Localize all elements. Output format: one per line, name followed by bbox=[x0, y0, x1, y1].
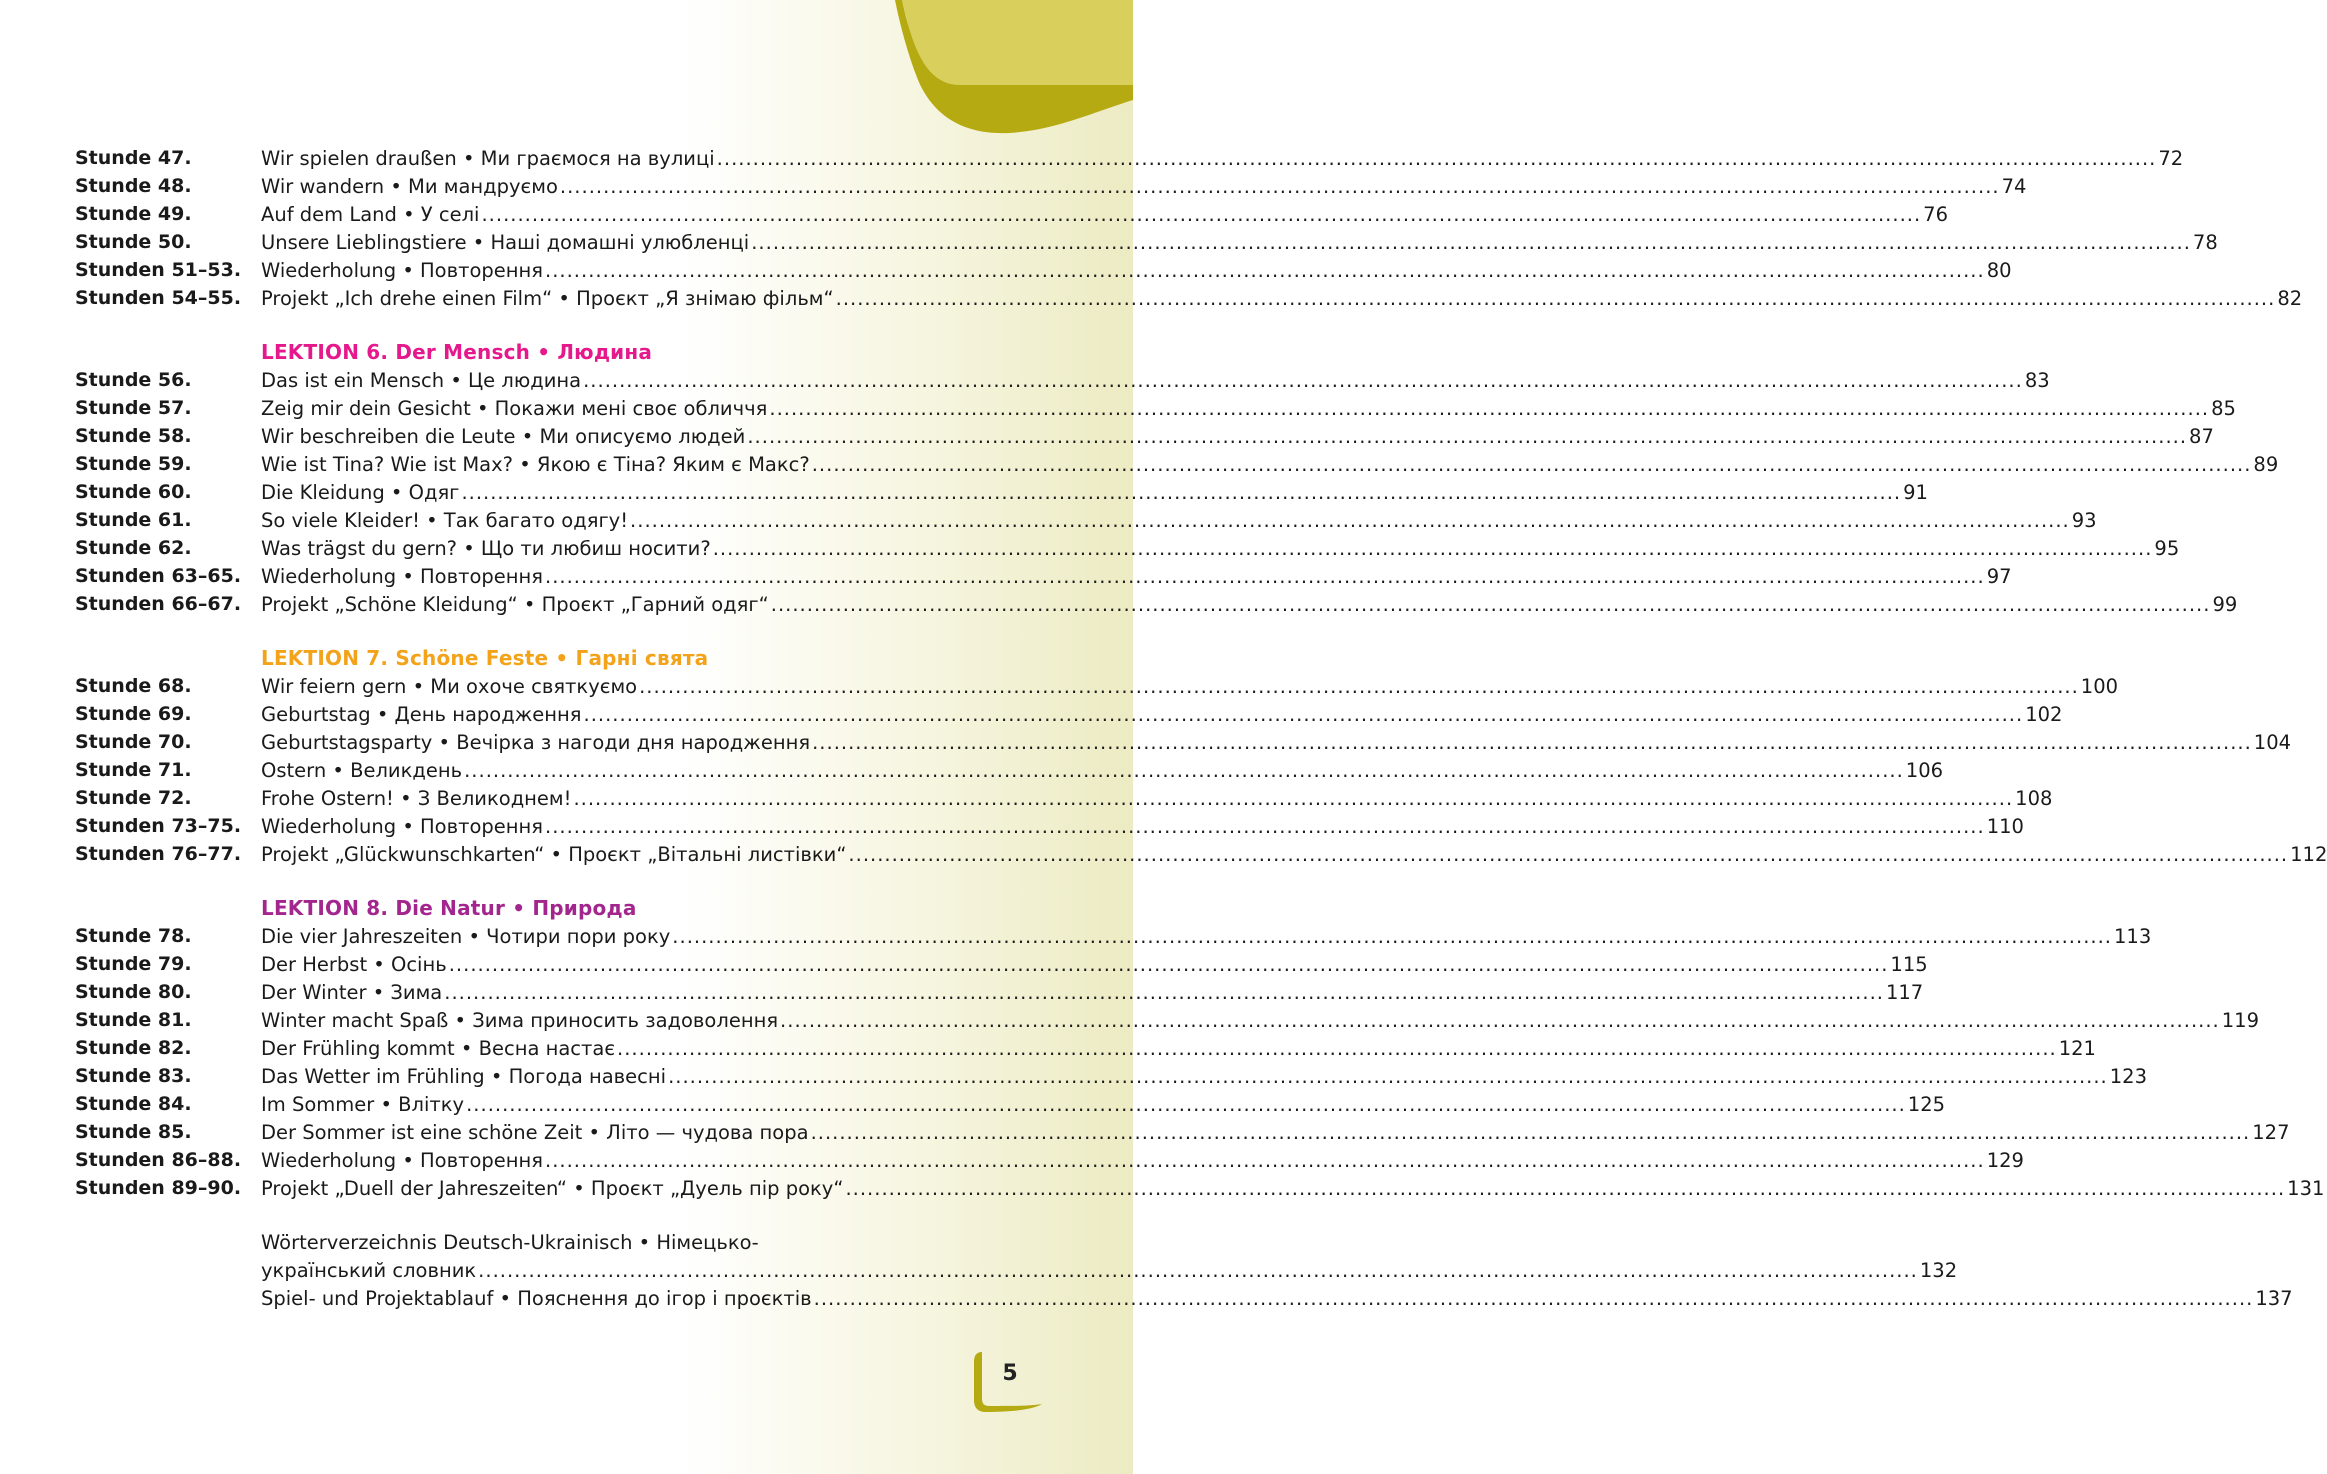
toc-entry bbox=[261, 368, 2050, 392]
entry-title: Wir spielen draußen • Ми граємося на вулиці bbox=[261, 146, 715, 170]
lesson-number: Stunde 68. bbox=[75, 675, 192, 697]
toc-row bbox=[75, 590, 2238, 618]
entry-page: 95 bbox=[2154, 536, 2180, 560]
lesson-number: Stunde 62. bbox=[75, 537, 192, 559]
dot-leader: ........................................................................................................................................................................................................ bbox=[812, 730, 2252, 754]
entry-page: 125 bbox=[1907, 1092, 1946, 1116]
rules-title: Spiel- und Projektablauf • Пояснення до ігор і проєктів bbox=[261, 1286, 812, 1310]
dot-leader: ........................................................................................................................................................................................................ bbox=[751, 230, 2191, 254]
dot-leader: ........................................................................................................................................................................................................ bbox=[810, 1120, 2251, 1144]
toc-entry bbox=[261, 814, 2024, 838]
toc-row bbox=[75, 478, 1928, 506]
entry-title: Unsere Lieblingstiere • Наші домашні улюбленці bbox=[261, 230, 750, 254]
lesson-number: Stunden 66–67. bbox=[75, 593, 242, 615]
dot-leader: ........................................................................................................................................................................................................ bbox=[478, 1258, 1918, 1282]
dot-leader: ........................................................................................................................................................................................................ bbox=[672, 924, 2112, 948]
dot-leader: ........................................................................................................................................................................................................ bbox=[461, 480, 1902, 504]
dot-leader: ........................................................................................................................................................................................................ bbox=[559, 174, 2000, 198]
entry-page: 85 bbox=[2211, 396, 2236, 420]
entry-title: Wiederholung • Повторення bbox=[261, 564, 543, 588]
toc-entry bbox=[261, 924, 2152, 948]
entry-page: 104 bbox=[2253, 730, 2292, 754]
lesson-number: Stunde 57. bbox=[75, 397, 192, 419]
entry-page: 102 bbox=[2025, 702, 2063, 726]
entry-page: 127 bbox=[2252, 1120, 2290, 1144]
lesson-8-heading: LEKTION 8. Die Natur • Природа bbox=[261, 896, 637, 920]
toc-entry bbox=[261, 452, 2279, 476]
entry-title: Winter macht Spaß • Зима приносить задоволення bbox=[261, 1008, 779, 1032]
toc-row bbox=[75, 672, 2119, 700]
lesson-number: Stunden 63–65. bbox=[75, 565, 242, 587]
rules-line bbox=[75, 1284, 2293, 1312]
dictionary-title-part1: Wörterverzeichnis Deutsch-Ukrainisch • Німецько- bbox=[261, 1230, 759, 1254]
toc-group-lesson-6 bbox=[75, 366, 2279, 618]
entry-page: 82 bbox=[2277, 286, 2303, 310]
entry-title: Der Frühling kommt • Весна настає bbox=[261, 1036, 616, 1060]
entry-title: Wir beschreiben die Leute • Ми описуємо людей bbox=[261, 424, 746, 448]
dot-leader: ........................................................................................................................................................................................................ bbox=[811, 452, 2252, 476]
toc-entry bbox=[261, 1148, 2024, 1172]
toc-entry bbox=[261, 564, 2012, 588]
entry-title: Was trägst du gern? • Що ти любиш носити? bbox=[261, 536, 711, 560]
table-of-contents bbox=[75, 144, 2327, 1312]
lesson-number: Stunde 85. bbox=[75, 1121, 192, 1143]
entry-page: 110 bbox=[1986, 814, 2024, 838]
dot-leader: ........................................................................................................................................................................................................ bbox=[444, 980, 1884, 1004]
toc-row bbox=[75, 784, 2053, 812]
lesson-number: Stunde 60. bbox=[75, 481, 192, 503]
entry-title: Wiederholung • Повторення bbox=[261, 1148, 543, 1172]
toc-row bbox=[75, 422, 2214, 450]
toc-group-intro bbox=[75, 144, 2303, 312]
toc-entry bbox=[261, 952, 1928, 976]
lesson-number: Stunde 72. bbox=[75, 787, 192, 809]
toc-entry bbox=[261, 536, 2180, 560]
lesson-number: Stunde 48. bbox=[75, 175, 192, 197]
entry-title: Die vier Jahreszeiten • Чотири пори року bbox=[261, 924, 671, 948]
entry-title: Das ist ein Mensch • Це людина bbox=[261, 368, 582, 392]
toc-row bbox=[75, 978, 1924, 1006]
entry-page: 76 bbox=[1923, 202, 1948, 226]
toc-row bbox=[75, 1174, 2325, 1202]
toc-row bbox=[75, 728, 2292, 756]
toc-row bbox=[75, 700, 2063, 728]
entry-page: 131 bbox=[2287, 1176, 2325, 1200]
appendix bbox=[75, 1228, 2293, 1312]
entry-page: 121 bbox=[2058, 1036, 2096, 1060]
entry-title: Projekt „Glückwunschkarten“ • Проєкт „Вітальні листівки“ bbox=[261, 842, 847, 866]
toc-row bbox=[75, 950, 1928, 978]
dot-leader: ........................................................................................................................................................................................................ bbox=[639, 674, 2079, 698]
entry-title: Ostern • Великдень bbox=[261, 758, 463, 782]
dot-leader: ........................................................................................................................................................................................................ bbox=[481, 202, 1922, 226]
toc-row bbox=[75, 228, 2218, 256]
toc-entry bbox=[261, 674, 2119, 698]
toc-entry bbox=[261, 758, 1944, 782]
lesson-number: Stunden 54–55. bbox=[75, 287, 242, 309]
entry-title: Wir feiern gern • Ми охоче святкуємо bbox=[261, 674, 638, 698]
lesson-number: Stunde 71. bbox=[75, 759, 192, 781]
entry-title: Geburtstag • День народження bbox=[261, 702, 582, 726]
entry-title: Projekt „Duell der Jahreszeiten“ • Проєкт „Дуель пір року“ bbox=[261, 1176, 844, 1200]
toc-entry bbox=[261, 286, 2303, 310]
lesson-number: Stunde 79. bbox=[75, 953, 192, 975]
entry-title: Wiederholung • Повторення bbox=[261, 258, 543, 282]
entry-page: 129 bbox=[1986, 1148, 2024, 1172]
entry-title: Wiederholung • Повторення bbox=[261, 814, 543, 838]
dot-leader: ........................................................................................................................................................................................................ bbox=[630, 508, 2070, 532]
dot-leader: ........................................................................................................................................................................................................ bbox=[668, 1064, 2108, 1088]
dot-leader: ........................................................................................................................................................................................................ bbox=[448, 952, 1889, 976]
entry-page: 113 bbox=[2114, 924, 2152, 948]
toc-row bbox=[75, 506, 2097, 534]
lesson-number: Stunde 61. bbox=[75, 509, 192, 531]
toc-row bbox=[75, 756, 1944, 784]
dot-leader: ........................................................................................................................................................................................................ bbox=[769, 396, 2210, 420]
entry-page: 80 bbox=[1986, 258, 2012, 282]
toc-row bbox=[75, 1062, 2147, 1090]
lesson-number: Stunde 83. bbox=[75, 1065, 192, 1087]
toc-row bbox=[75, 144, 2184, 172]
entry-title: Das Wetter im Frühling • Погода навесні bbox=[261, 1064, 667, 1088]
dot-leader: ........................................................................................................................................................................................................ bbox=[770, 592, 2211, 616]
dot-leader: ........................................................................................................................................................................................................ bbox=[545, 814, 1985, 838]
entry-title: Auf dem Land • У селі bbox=[261, 202, 480, 226]
toc-row bbox=[75, 1034, 2096, 1062]
toc-entry bbox=[261, 1176, 2325, 1200]
toc-entry bbox=[261, 1092, 1946, 1116]
page-number-badge bbox=[970, 1348, 1050, 1418]
lesson-number: Stunden 73–75. bbox=[75, 815, 242, 837]
lesson-number: Stunde 58. bbox=[75, 425, 192, 447]
dot-leader: ........................................................................................................................................................................................................ bbox=[466, 1092, 1906, 1116]
lesson-number: Stunde 56. bbox=[75, 369, 192, 391]
entry-title: Projekt „Ich drehe einen Film“ • Проєкт „Я знімаю фільм“ bbox=[261, 286, 834, 310]
toc-row bbox=[75, 534, 2180, 562]
entry-page: 93 bbox=[2071, 508, 2097, 532]
entry-page: 99 bbox=[2212, 592, 2238, 616]
entry-page: 112 bbox=[2290, 842, 2327, 866]
toc-row bbox=[75, 562, 2012, 590]
toc-row bbox=[75, 172, 2027, 200]
toc-entry bbox=[261, 396, 2236, 420]
toc-row bbox=[75, 1006, 2259, 1034]
toc-entry bbox=[261, 424, 2214, 448]
entry-title: Die Kleidung • Одяг bbox=[261, 480, 460, 504]
dot-leader: ........................................................................................................................................................................................................ bbox=[617, 1036, 2057, 1060]
entry-title: Der Winter • Зима bbox=[261, 980, 443, 1004]
dot-leader: ........................................................................................................................................................................................................ bbox=[712, 536, 2153, 560]
dictionary-page: 132 bbox=[1919, 1258, 1958, 1282]
entry-page: 83 bbox=[2024, 368, 2050, 392]
entry-page: 74 bbox=[2001, 174, 2027, 198]
lesson-number: Stunde 70. bbox=[75, 731, 192, 753]
entry-title: Geburtstagsparty • Вечірка з нагоди дня народження bbox=[261, 730, 811, 754]
lesson-number: Stunde 81. bbox=[75, 1009, 192, 1031]
lesson-number: Stunde 84. bbox=[75, 1093, 192, 1115]
dot-leader: ........................................................................................................................................................................................................ bbox=[835, 286, 2276, 310]
dot-leader: ........................................................................................................................................................................................................ bbox=[545, 564, 1985, 588]
toc-entry bbox=[261, 174, 2027, 198]
toc-entry bbox=[261, 508, 2097, 532]
dot-leader: ........................................................................................................................................................................................................ bbox=[716, 146, 2157, 170]
dot-leader: ........................................................................................................................................................................................................ bbox=[464, 758, 1904, 782]
entry-title: Der Herbst • Осінь bbox=[261, 952, 447, 976]
dictionary-line-2 bbox=[75, 1256, 1958, 1284]
toc-entry bbox=[261, 202, 1948, 226]
toc-row bbox=[75, 1090, 1946, 1118]
toc-row bbox=[75, 366, 2050, 394]
dot-leader: ........................................................................................................................................................................................................ bbox=[545, 1148, 1985, 1172]
lesson-number: Stunden 76–77. bbox=[75, 843, 242, 865]
entry-title: Zeig mir dein Gesicht • Покажи мені своє обличчя bbox=[261, 396, 768, 420]
lesson-number: Stunde 82. bbox=[75, 1037, 192, 1059]
toc-entry bbox=[261, 146, 2184, 170]
entry-title: Im Sommer • Влітку bbox=[261, 1092, 465, 1116]
toc-entry bbox=[261, 230, 2218, 254]
header-band bbox=[0, 0, 1133, 140]
toc-entry bbox=[261, 480, 1928, 504]
dot-leader: ........................................................................................................................................................................................................ bbox=[848, 842, 2289, 866]
toc-entry bbox=[261, 1120, 2290, 1144]
lesson-7-heading: LEKTION 7. Schöne Feste • Гарні свята bbox=[261, 646, 709, 670]
lesson-number: Stunde 59. bbox=[75, 453, 192, 475]
entry-page: 119 bbox=[2221, 1008, 2259, 1032]
entry-page: 108 bbox=[2015, 786, 2053, 810]
entry-page: 117 bbox=[1885, 980, 1924, 1004]
lesson-number: Stunden 89–90. bbox=[75, 1177, 242, 1199]
dictionary-line-1 bbox=[75, 1228, 981, 1256]
dot-leader: ........................................................................................................................................................................................................ bbox=[583, 368, 2023, 392]
toc-row bbox=[75, 922, 2152, 950]
toc-row bbox=[75, 256, 2012, 284]
lesson-number: Stunden 86–88. bbox=[75, 1149, 242, 1171]
toc-entry bbox=[261, 1258, 1958, 1282]
dot-leader: ........................................................................................................................................................................................................ bbox=[545, 258, 1985, 282]
lesson-6-heading: LEKTION 6. Der Mensch • Людина bbox=[261, 340, 653, 364]
toc-entry bbox=[261, 786, 2053, 810]
entry-page: 115 bbox=[1890, 952, 1928, 976]
toc-entry bbox=[261, 1008, 2259, 1032]
dot-leader: ........................................................................................................................................................................................................ bbox=[573, 786, 2014, 810]
toc-entry bbox=[261, 842, 2327, 866]
lesson-number: Stunde 69. bbox=[75, 703, 192, 725]
dot-leader: ........................................................................................................................................................................................................ bbox=[845, 1176, 2286, 1200]
dot-leader: ........................................................................................................................................................................................................ bbox=[780, 1008, 2220, 1032]
rules-page: 137 bbox=[2255, 1286, 2293, 1310]
entry-page: 89 bbox=[2253, 452, 2279, 476]
lesson-number: Stunde 49. bbox=[75, 203, 192, 225]
entry-page: 72 bbox=[2158, 146, 2184, 170]
lesson-number: Stunde 47. bbox=[75, 147, 192, 169]
toc-row bbox=[75, 840, 2327, 868]
toc-row bbox=[75, 1118, 2290, 1146]
entry-title: Wie ist Tina? Wie ist Max? • Якою є Тіна? Яким є Макс? bbox=[261, 452, 810, 476]
entry-title: Wir wandern • Ми мандруємо bbox=[261, 174, 558, 198]
toc-group-lesson-7 bbox=[75, 672, 2327, 868]
dot-leader: ........................................................................................................................................................................................................ bbox=[813, 1286, 2254, 1310]
entry-page: 78 bbox=[2192, 230, 2218, 254]
entry-page: 100 bbox=[2080, 674, 2119, 698]
toc-row bbox=[75, 812, 2024, 840]
toc-row bbox=[75, 1146, 2024, 1174]
dictionary-title-part2: український словник bbox=[261, 1258, 477, 1282]
toc-entry bbox=[261, 980, 1924, 1004]
entry-title: Der Sommer ist eine schöne Zeit • Літо — чудова пора bbox=[261, 1120, 809, 1144]
entry-title: Frohe Ostern! • З Великоднем! bbox=[261, 786, 572, 810]
entry-page: 91 bbox=[1903, 480, 1928, 504]
entry-page: 97 bbox=[1986, 564, 2012, 588]
toc-entry bbox=[261, 730, 2292, 754]
toc-entry bbox=[261, 702, 2063, 726]
toc-row bbox=[75, 284, 2303, 312]
entry-page: 87 bbox=[2189, 424, 2214, 448]
toc-group-lesson-8 bbox=[75, 922, 2325, 1202]
page-number: 5 bbox=[1002, 1360, 1018, 1386]
toc-row bbox=[75, 450, 2279, 478]
toc-entry bbox=[261, 1064, 2147, 1088]
dot-leader: ........................................................................................................................................................................................................ bbox=[747, 424, 2188, 448]
entry-title: So viele Kleider! • Так багато одягу! bbox=[261, 508, 629, 532]
toc-row bbox=[75, 200, 1948, 228]
lesson-number: Stunden 51–53. bbox=[75, 259, 242, 281]
dot-leader: ........................................................................................................................................................................................................ bbox=[583, 702, 2024, 726]
lesson-number: Stunde 80. bbox=[75, 981, 192, 1003]
toc-entry bbox=[261, 258, 2012, 282]
toc-entry bbox=[261, 1286, 2293, 1310]
entry-title: Projekt „Schöne Kleidung“ • Проєкт „Гарний одяг“ bbox=[261, 592, 769, 616]
toc-entry bbox=[261, 592, 2238, 616]
entry-page: 123 bbox=[2109, 1064, 2147, 1088]
entry-page: 106 bbox=[1905, 758, 1944, 782]
toc-row bbox=[75, 394, 2236, 422]
lesson-number: Stunde 50. bbox=[75, 231, 192, 253]
lesson-number: Stunde 78. bbox=[75, 925, 192, 947]
toc-entry bbox=[261, 1036, 2096, 1060]
